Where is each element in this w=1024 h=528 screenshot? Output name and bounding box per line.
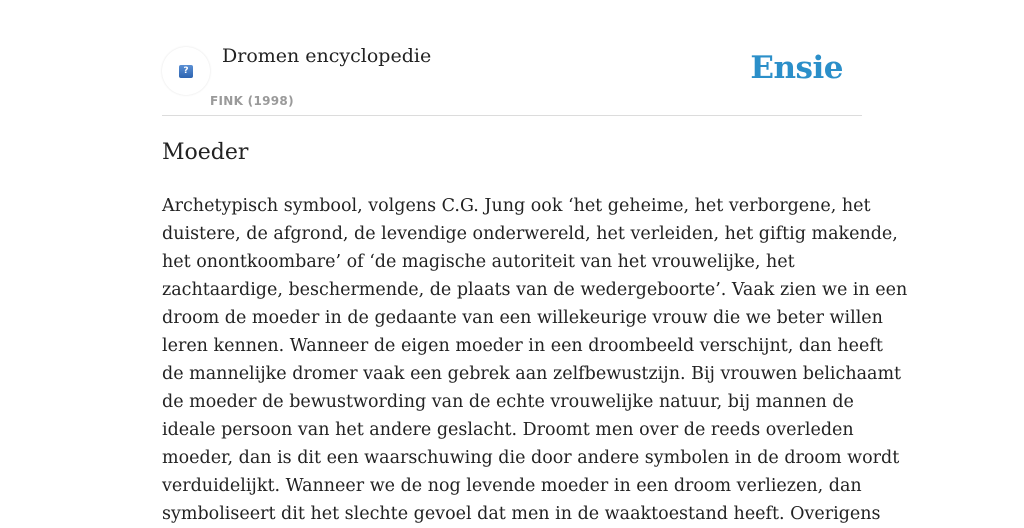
- entry-body-line: de mannelijke dromer vaak een gebrek aan zelfbewustzijn. Bij vrouwen belichaamt: [162, 364, 902, 384]
- source-author[interactable]: FINK (1998): [210, 94, 294, 108]
- entry-body-line: het onontkoombare’ of ‘de magische autoriteit van het vrouwelijke, het: [162, 252, 795, 272]
- entry-body-line: duistere, de afgrond, de levendige onderwereld, het verleiden, het giftig makende,: [162, 224, 898, 244]
- question-book-icon[interactable]: [162, 47, 210, 95]
- entry-body-line: symboliseert dit het slechte gevoel dat men in de waaktoestand heeft. Overigens: [162, 504, 881, 524]
- entry-body-line: verduidelijkt. Wanneer we de nog levende moeder in een droom verliezen, dan: [162, 476, 862, 496]
- source-header: [162, 40, 862, 116]
- entry-body-line: moeder, dan is dit een waarschuwing die door andere symbolen in de droom wordt: [162, 448, 900, 468]
- source-icon-glyph: ?: [179, 65, 193, 78]
- entry-body-line: droom de moeder in de gedaante van een willekeurige vrouw die we beter willen: [162, 308, 883, 328]
- entry-body: [162, 192, 908, 528]
- entry-title: Moeder: [162, 140, 249, 165]
- entry-body-line: leren kennen. Wanneer de eigen moeder in een droombeeld verschijnt, dan heeft: [162, 336, 883, 356]
- entry-body-line: ideale persoon van het andere geslacht. Droomt men over de reeds overleden: [162, 420, 854, 440]
- entry-body-line: de moeder de bewustwording van de echte vrouwelijke natuur, bij mannen de: [162, 392, 854, 412]
- source-title[interactable]: Dromen encyclopedie: [222, 45, 432, 67]
- entry-body-line: zachtaardige, beschermende, de plaats van de wedergeboorte’. Vaak zien we in een: [162, 280, 908, 300]
- entry-body-line: Archetypisch symbool, volgens C.G. Jung ook ‘het geheime, het verborgene, het: [162, 196, 871, 216]
- ensie-logo[interactable]: Ensie: [750, 50, 843, 86]
